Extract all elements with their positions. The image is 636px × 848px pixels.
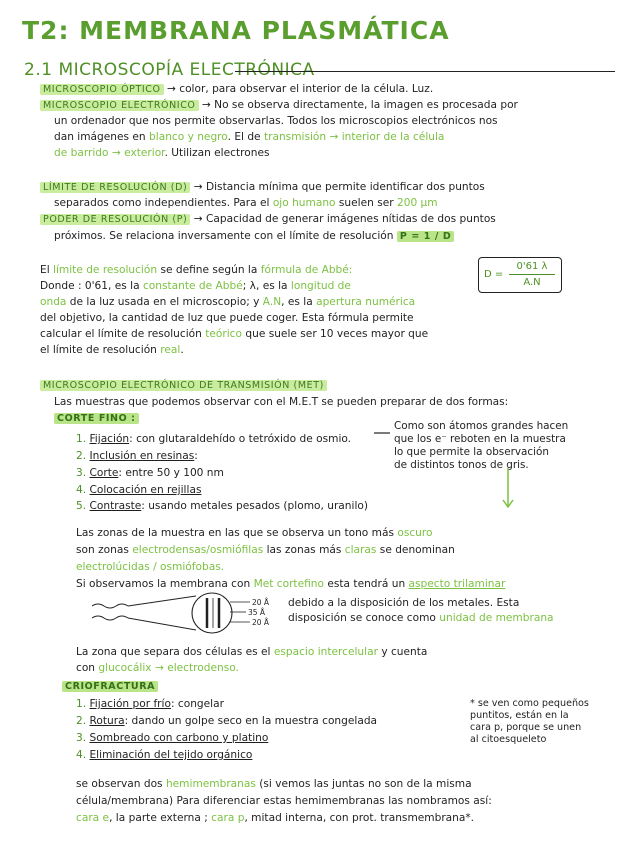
crio-note-line: puntitos, están en la — [470, 710, 569, 721]
cara-e: cara e — [76, 812, 110, 824]
text: separados como independientes. Para el — [54, 197, 270, 209]
step-number: 5. — [76, 500, 87, 512]
text: dan imágenes en — [54, 131, 146, 143]
met-step — [76, 450, 198, 463]
text: y cuenta — [381, 646, 428, 658]
step-number: 1. — [76, 698, 87, 710]
step-title: Contraste — [89, 500, 142, 512]
abbe-formula-box — [478, 257, 562, 293]
met-step — [76, 467, 224, 480]
formula-abbe: fórmula de Abbé: — [260, 264, 353, 276]
hemi-line-2: célula/membrana) Para diferenciar estas hemimembranas las nombramos así: — [76, 795, 492, 807]
teorico: teórico — [205, 328, 242, 340]
side-note-line: lo que permite la observación — [394, 446, 549, 458]
met-step — [76, 433, 351, 446]
step-text: : — [194, 450, 198, 462]
text: Donde : 0'61, es la — [40, 280, 140, 292]
electrodensas: electrodensas/osmiófilas — [132, 544, 264, 556]
interior: → interior de la célula — [329, 131, 445, 143]
constante-abbe: constante de Abbé — [142, 280, 243, 292]
hemi-line-3 — [76, 812, 474, 825]
scale-label-3: 20 Å — [252, 618, 270, 627]
poder-line-2 — [54, 230, 454, 243]
text: que suele ser 10 veces mayor que — [245, 328, 429, 340]
fraction-bar — [509, 274, 555, 275]
text: . El de — [227, 131, 261, 143]
unidad-membrana: unidad de membrana — [439, 612, 554, 624]
crio-step — [76, 715, 377, 728]
text: Las zonas de la muestra en las que se observa un tono más — [76, 527, 394, 539]
step-text: : usando metales pesados (plomo, uranilo) — [141, 500, 369, 512]
optico-line — [40, 83, 433, 96]
zona-line-2 — [76, 662, 239, 675]
subtitle-rule — [235, 71, 615, 72]
abbe-line-1 — [40, 264, 352, 277]
onda: onda — [40, 296, 67, 308]
zona-line-1 — [76, 646, 427, 659]
scale-label-2: 35 Å — [248, 608, 266, 617]
step-title: Fijación — [89, 433, 130, 445]
electronico-line-2: un ordenador que nos permite observarlas. Todos los microscopios electrónicos nos — [54, 115, 498, 127]
debido-line-2 — [288, 612, 554, 625]
text: , la parte externa ; — [109, 812, 208, 824]
cara-p: cara p — [211, 812, 245, 824]
text: disposición se conoce como — [288, 612, 436, 624]
text: El — [40, 264, 50, 276]
text: La zona que separa dos células es el — [76, 646, 271, 658]
crio-step — [76, 749, 252, 762]
text: las zonas más — [266, 544, 342, 556]
text: ; λ, es la — [242, 280, 288, 292]
step-number: 3. — [76, 467, 87, 479]
poder-line-1 — [40, 213, 496, 226]
step-text: : dando un golpe seco en la muestra congelada — [124, 715, 378, 727]
arrow-icon: → — [193, 213, 203, 225]
step-text: : con glutaraldehído o tetróxido de osmio. — [129, 433, 352, 445]
crio-note-line: al citoesqueleto — [470, 734, 547, 745]
debido-line-1: debido a la disposición de los metales. Esta — [288, 597, 520, 609]
step-title: Corte — [89, 467, 119, 479]
limite-line-2 — [54, 197, 438, 210]
electronico-text-1: No se observa directamente, la imagen es procesada por — [214, 99, 518, 111]
scale-label-1: 20 Å — [252, 598, 270, 607]
met-heading — [40, 379, 327, 392]
step-number: 2. — [76, 715, 87, 727]
corte-fino-label: CORTE FINO : — [54, 413, 139, 424]
formula-denominator: A.N — [523, 277, 541, 288]
text: , es la — [281, 296, 313, 308]
abbe-line-4: del objetivo, la cantidad de luz que puede coger. Esta fórmula permite — [40, 312, 414, 324]
step-title: Eliminación del tejido orgánico — [89, 749, 253, 761]
abbe-line-6 — [40, 344, 184, 357]
claras: claras — [344, 544, 377, 556]
membrana-line — [76, 578, 505, 591]
step-number: 4. — [76, 749, 87, 761]
met-intro: Las muestras que podemos observar con el M.E.T se pueden preparar de dos formas: — [54, 396, 509, 408]
step-text: : congelar — [170, 698, 224, 710]
text: . Utilizan electrones — [164, 147, 270, 159]
ojo-humano: ojo humano — [272, 197, 336, 209]
met-cortefino: Met cortefino — [253, 578, 324, 590]
limite-line-1 — [40, 181, 485, 194]
text: se denominan — [379, 544, 455, 556]
electronico-line-1 — [40, 99, 518, 112]
text: próximos. Se relaciona inversamente con el límite de resolución — [54, 230, 394, 242]
text: calcular el límite de resolución — [40, 328, 202, 340]
text: , mitad interna, con prot. transmembrana*. — [244, 812, 475, 824]
text: con — [76, 662, 96, 674]
text: esta tendrá un — [327, 578, 406, 590]
section-subtitle: 2.1 MICROSCOPÍA ELECTRÓNICA — [24, 60, 315, 80]
step-number: 2. — [76, 450, 87, 462]
text: Distancia mínima que permite identificar dos puntos — [205, 181, 485, 193]
text: (si vemos las juntas no son de la misma — [259, 778, 472, 790]
hemi-line-1 — [76, 778, 472, 791]
apertura-numerica: apertura numérica — [316, 296, 416, 308]
limite-resolucion: límite de resolución — [53, 264, 158, 276]
zonas-line-1 — [76, 527, 433, 540]
text: el límite de resolución — [40, 344, 157, 356]
abbe-line-3 — [40, 296, 415, 309]
criofractura-heading — [62, 680, 158, 693]
arrow-icon: → — [166, 83, 176, 95]
side-note-line: Como son átomos grandes hacen — [394, 420, 569, 432]
step-title: Inclusión en resinas — [89, 450, 195, 462]
formula-numerator: 0'61 λ — [516, 261, 548, 272]
text: . — [180, 344, 184, 356]
page-title: T2: MEMBRANA PLASMÁTICA — [22, 16, 450, 45]
barrido: de barrido — [54, 147, 109, 159]
side-note-line: de distintos tonos de gris. — [394, 459, 529, 471]
crio-note-line: cara p, porque se unen — [470, 722, 582, 733]
electronico-term: MICROSCOPIO ELECTRÓNICO — [40, 100, 199, 111]
step-title: Fijación por frío — [89, 698, 171, 710]
aspecto-trilaminar: aspecto trilaminar — [408, 578, 506, 590]
met-term: MICROSCOPIO ELECTRÓNICO DE TRANSMISIÓN (MET) — [40, 380, 327, 391]
blanco-negro: blanco y negro — [149, 131, 228, 143]
step-title: Rotura — [89, 715, 125, 727]
oscuro: oscuro — [397, 527, 433, 539]
criofractura-label: CRIOFRACTURA — [62, 681, 158, 692]
step-number: 1. — [76, 433, 87, 445]
poder-term: PODER DE RESOLUCIÓN (P) — [40, 214, 190, 225]
limite-term: LÍMITE DE RESOLUCIÓN (D) — [40, 182, 190, 193]
corte-fino-heading — [54, 412, 139, 425]
met-step — [76, 484, 201, 497]
zonas-line-2 — [76, 544, 455, 557]
step-number: 3. — [76, 732, 87, 744]
down-arrow-icon — [503, 468, 513, 507]
text: Si observamos la membrana con — [76, 578, 251, 590]
arrow-icon: → — [193, 181, 203, 193]
optico-text: color, para observar el interior de la célula. Luz. — [179, 83, 434, 95]
electronico-line-4 — [54, 147, 269, 160]
espacio-intercelular: espacio intercelular — [273, 646, 378, 658]
abbe-line-5 — [40, 328, 428, 341]
real: real — [160, 344, 181, 356]
step-text: : entre 50 y 100 nm — [118, 467, 224, 479]
electrodenso: → electrodenso. — [154, 662, 239, 674]
apertura-an: A.N — [262, 296, 282, 308]
crio-step — [76, 698, 224, 711]
zonas-line-3 — [76, 561, 224, 574]
crio-note-line: * se ven como pequeños — [470, 698, 589, 709]
exterior: → exterior — [111, 147, 165, 159]
transmision: transmisión — [263, 131, 327, 143]
formula-lhs: D = — [484, 269, 504, 280]
step-title: Colocación en rejillas — [89, 484, 202, 496]
electronico-line-3 — [54, 131, 444, 144]
valor-200: 200 μm — [396, 197, 438, 209]
text: son zonas — [76, 544, 129, 556]
optico-term: MICROSCOPIO ÓPTICO — [40, 84, 164, 95]
longitud: longitud de — [290, 280, 351, 292]
poder-formula: P = 1 / D — [397, 231, 455, 242]
membrane-sketch-icon — [92, 593, 250, 633]
abbe-line-2 — [40, 280, 351, 293]
text: Capacidad de generar imágenes nítidas de dos puntos — [206, 213, 496, 225]
hemimembranas: hemimembranas — [165, 778, 256, 790]
electrolucidas: electrolúcidas / osmiófobas. — [76, 561, 225, 573]
glucocalix: glucocálix — [98, 662, 152, 674]
crio-step — [76, 732, 268, 745]
met-step — [76, 500, 368, 513]
step-title: Sombreado con carbono y platino — [89, 732, 269, 744]
step-number: 4. — [76, 484, 87, 496]
text: de la luz usada en el microscopio; y — [69, 296, 260, 308]
side-note-line: que los e⁻ reboten en la muestra — [394, 433, 566, 445]
text: suelen ser — [338, 197, 394, 209]
text: se observan dos — [76, 778, 163, 790]
text: se define según la — [160, 264, 258, 276]
arrow-icon: → — [201, 99, 211, 111]
